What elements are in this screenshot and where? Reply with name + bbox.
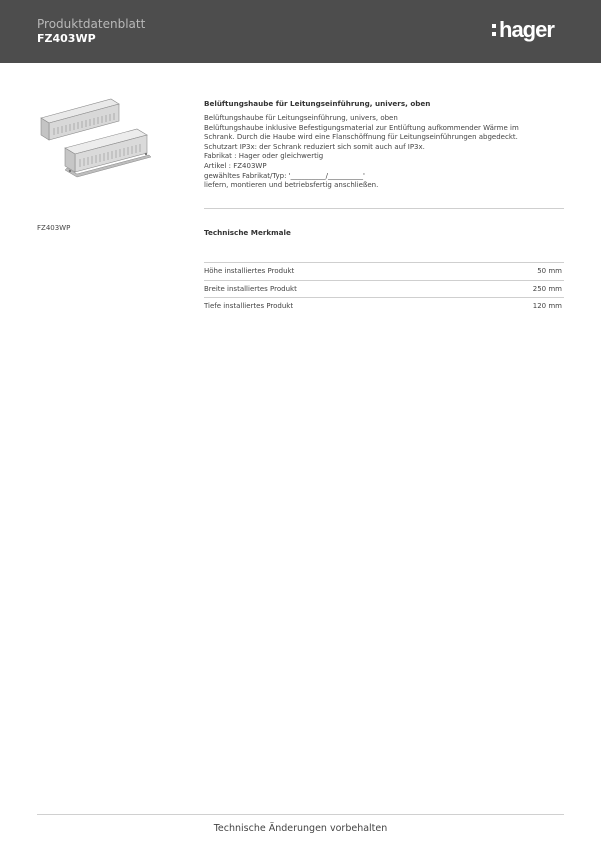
description-line: Schrank. Durch die Haube wird eine Flanschöffnung für Leitungseinführungen abgedeckt. [204, 133, 518, 142]
spec-row-depth [204, 298, 564, 314]
description-line: Artikel : FZ403WP [204, 161, 267, 170]
spec-row-height [204, 263, 564, 279]
description-line: Schutzart IP3x: der Schrank reduziert sich somit auch auf IP3x. [204, 142, 425, 151]
description-line: Fabrikat : Hager oder gleichwertig [204, 152, 324, 161]
spec-label: Breite installiertes Produkt [204, 285, 297, 293]
description-line: gewähltes Fabrikat/Typ: '__________/__________' [204, 171, 365, 180]
spec-row-width [204, 281, 564, 297]
spec-value: 50 mm [537, 267, 562, 275]
footer-divider [37, 814, 564, 815]
vent-hood-front [65, 129, 151, 177]
sidebar-product-code: FZ403WP [37, 224, 71, 232]
logo-colon-icon [492, 18, 497, 36]
description-line: liefern, montieren und betriebsfertig anschließen. [204, 181, 379, 190]
section-divider [204, 208, 564, 209]
description-title: Belüftungshaube für Leitungseinführung, univers, oben [204, 99, 431, 108]
technical-features-title: Technische Merkmale [204, 228, 291, 237]
description-line: Belüftungshaube für Leitungseinführung, univers, oben [204, 114, 398, 122]
spec-label: Höhe installiertes Produkt [204, 267, 295, 275]
product-image [37, 96, 157, 191]
page-header [0, 0, 601, 63]
hager-logo [492, 18, 554, 42]
spec-label: Tiefe installiertes Produkt [204, 302, 294, 310]
product-description [204, 99, 564, 191]
header-product-code: FZ403WP [37, 32, 96, 45]
spec-value: 250 mm [532, 285, 562, 293]
spec-value: 120 mm [532, 302, 562, 310]
vent-hood-back [41, 99, 119, 140]
logo-text: hager [499, 17, 554, 42]
description-line: Belüftungshaube inklusive Befestigungsmaterial zur Entlüftung aufkommender Wärme im [204, 123, 519, 132]
footer-disclaimer: Technische Änderungen vorbehalten [213, 823, 388, 834]
document-type-label: Produktdatenblatt [37, 17, 146, 31]
